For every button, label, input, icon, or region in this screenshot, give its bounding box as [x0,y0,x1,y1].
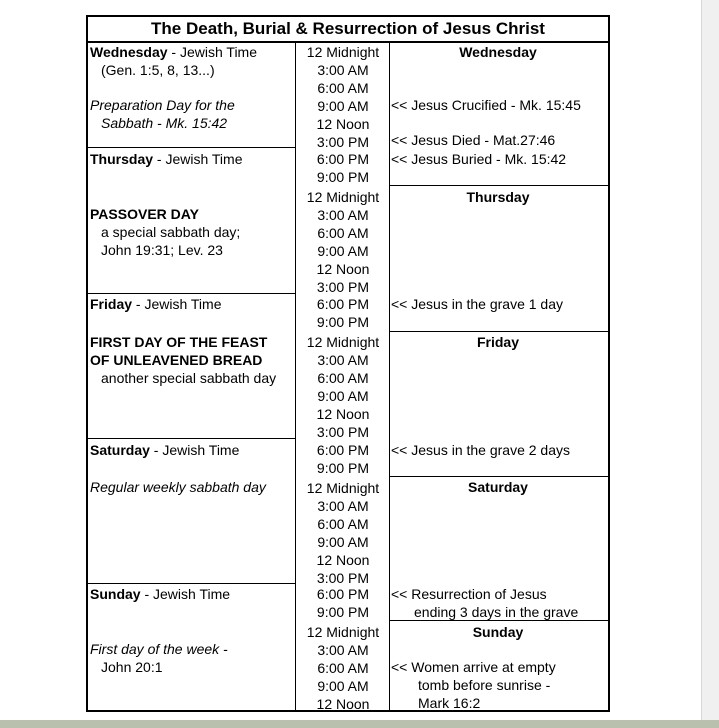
time-slot: 12 Midnight [306,334,380,350]
left-note: John 19:31; Lev. 23 [101,242,223,258]
divider-roman-saturday [390,476,608,477]
jewish-day-sunday: Sunday - Jewish Time [90,586,231,602]
time-slot: 6:00 AM [317,80,369,96]
event-note: << Jesus Crucified - Mk. 15:45 [391,97,581,113]
column-divider-right [389,43,390,710]
left-note: First day of the week - [90,641,228,657]
divider-jewish-thursday [88,147,296,148]
time-slot: 9:00 PM [316,604,370,620]
roman-day-wednesday: Wednesday [459,44,537,60]
time-slot: 12 Noon [316,261,370,277]
left-note: Regular weekly sabbath day [90,479,266,495]
column-divider-left [295,43,296,710]
time-slot: 12 Noon [316,406,370,422]
time-slot: 3:00 PM [316,279,370,295]
time-slot: 3:00 PM [316,134,370,150]
event-note: << Women arrive at empty [391,659,556,675]
roman-day-saturday: Saturday [468,479,528,495]
time-slot: 9:00 AM [317,678,369,694]
left-note: Preparation Day for the [90,97,235,113]
divider-jewish-friday [88,293,296,294]
time-slot: 6:00 AM [317,516,369,532]
time-slot: 12 Midnight [306,189,380,205]
time-slot: 3:00 AM [317,207,369,223]
time-slot: 12 Midnight [306,624,380,640]
time-slot: 12 Midnight [306,480,380,496]
day-heading: PASSOVER DAY [90,206,199,222]
divider-roman-thursday [390,185,608,186]
event-note: << Jesus Buried - Mk. 15:42 [391,151,567,167]
page-edge-right [701,0,719,728]
time-slot: 9:00 AM [317,388,369,404]
time-slot: 6:00 AM [317,225,369,241]
time-slot: 6:00 AM [317,370,369,386]
roman-day-friday: Friday [476,334,519,350]
event-note: << Jesus in the grave 2 days [391,442,570,458]
jewish-day-wednesday: Wednesday - Jewish Time [90,44,258,60]
left-note: John 20:1 [101,659,163,675]
timeline-table [86,15,610,712]
event-note: << Resurrection of Jesus [391,586,547,602]
time-slot: 12 Noon [316,116,370,132]
roman-day-thursday: Thursday [466,189,530,205]
time-slot: 9:00 PM [316,169,370,185]
left-note: Sabbath - Mk. 15:42 [101,115,228,131]
time-slot: 9:00 PM [316,460,370,476]
jewish-day-thursday: Thursday - Jewish Time [90,151,243,167]
day-heading: OF UNLEAVENED BREAD [90,352,263,368]
day-heading: FIRST DAY OF THE FEAST [90,334,268,350]
jewish-day-saturday: Saturday - Jewish Time [90,442,240,458]
time-slot: 6:00 PM [316,442,370,458]
event-note: ending 3 days in the grave [414,604,579,620]
event-note: << Jesus in the grave 1 day [391,296,563,312]
divider-roman-friday [390,331,608,332]
time-list-thursday [297,150,389,296]
roman-day-sunday: Sunday [472,624,524,640]
time-slot: 6:00 AM [317,660,369,676]
page-title: The Death, Burial & Resurrection of Jesus Christ [88,17,608,43]
time-slot: 9:00 PM [316,314,370,330]
event-note: Mark 16:2 [418,695,481,711]
time-slot: 9:00 AM [317,98,369,114]
time-slot: 3:00 PM [316,424,370,440]
page-edge-bottom [0,720,719,728]
time-slot: 3:00 AM [317,642,369,658]
time-slot: 3:00 PM [316,570,370,586]
time-slot: 9:00 AM [317,243,369,259]
jewish-day-friday: Friday - Jewish Time [90,296,222,312]
time-slot: 12 Midnight [306,44,380,60]
time-slot: 12 Noon [316,696,370,712]
time-slot: 6:00 PM [316,586,370,602]
time-slot: 3:00 AM [317,352,369,368]
time-slot: 3:00 AM [317,62,369,78]
left-note: a special sabbath day; [101,224,241,240]
divider-jewish-sunday [88,583,296,584]
event-note: << Jesus Died - Mat.27:46 [391,132,556,148]
time-list-sunday [297,585,389,713]
event-note: tomb before sunrise - [418,677,551,693]
time-slot: 3:00 AM [317,498,369,514]
time-slot: 6:00 PM [316,151,370,167]
time-slot: 9:00 AM [317,534,369,550]
left-note: (Gen. 1:5, 8, 13...) [101,62,215,78]
left-note: another special sabbath day [101,370,277,386]
time-list-friday [297,295,389,441]
time-list-saturday [297,441,389,587]
divider-jewish-saturday [88,438,296,439]
time-list-wednesday [297,43,389,151]
time-slot: 6:00 PM [316,296,370,312]
time-slot: 12 Noon [316,552,370,568]
